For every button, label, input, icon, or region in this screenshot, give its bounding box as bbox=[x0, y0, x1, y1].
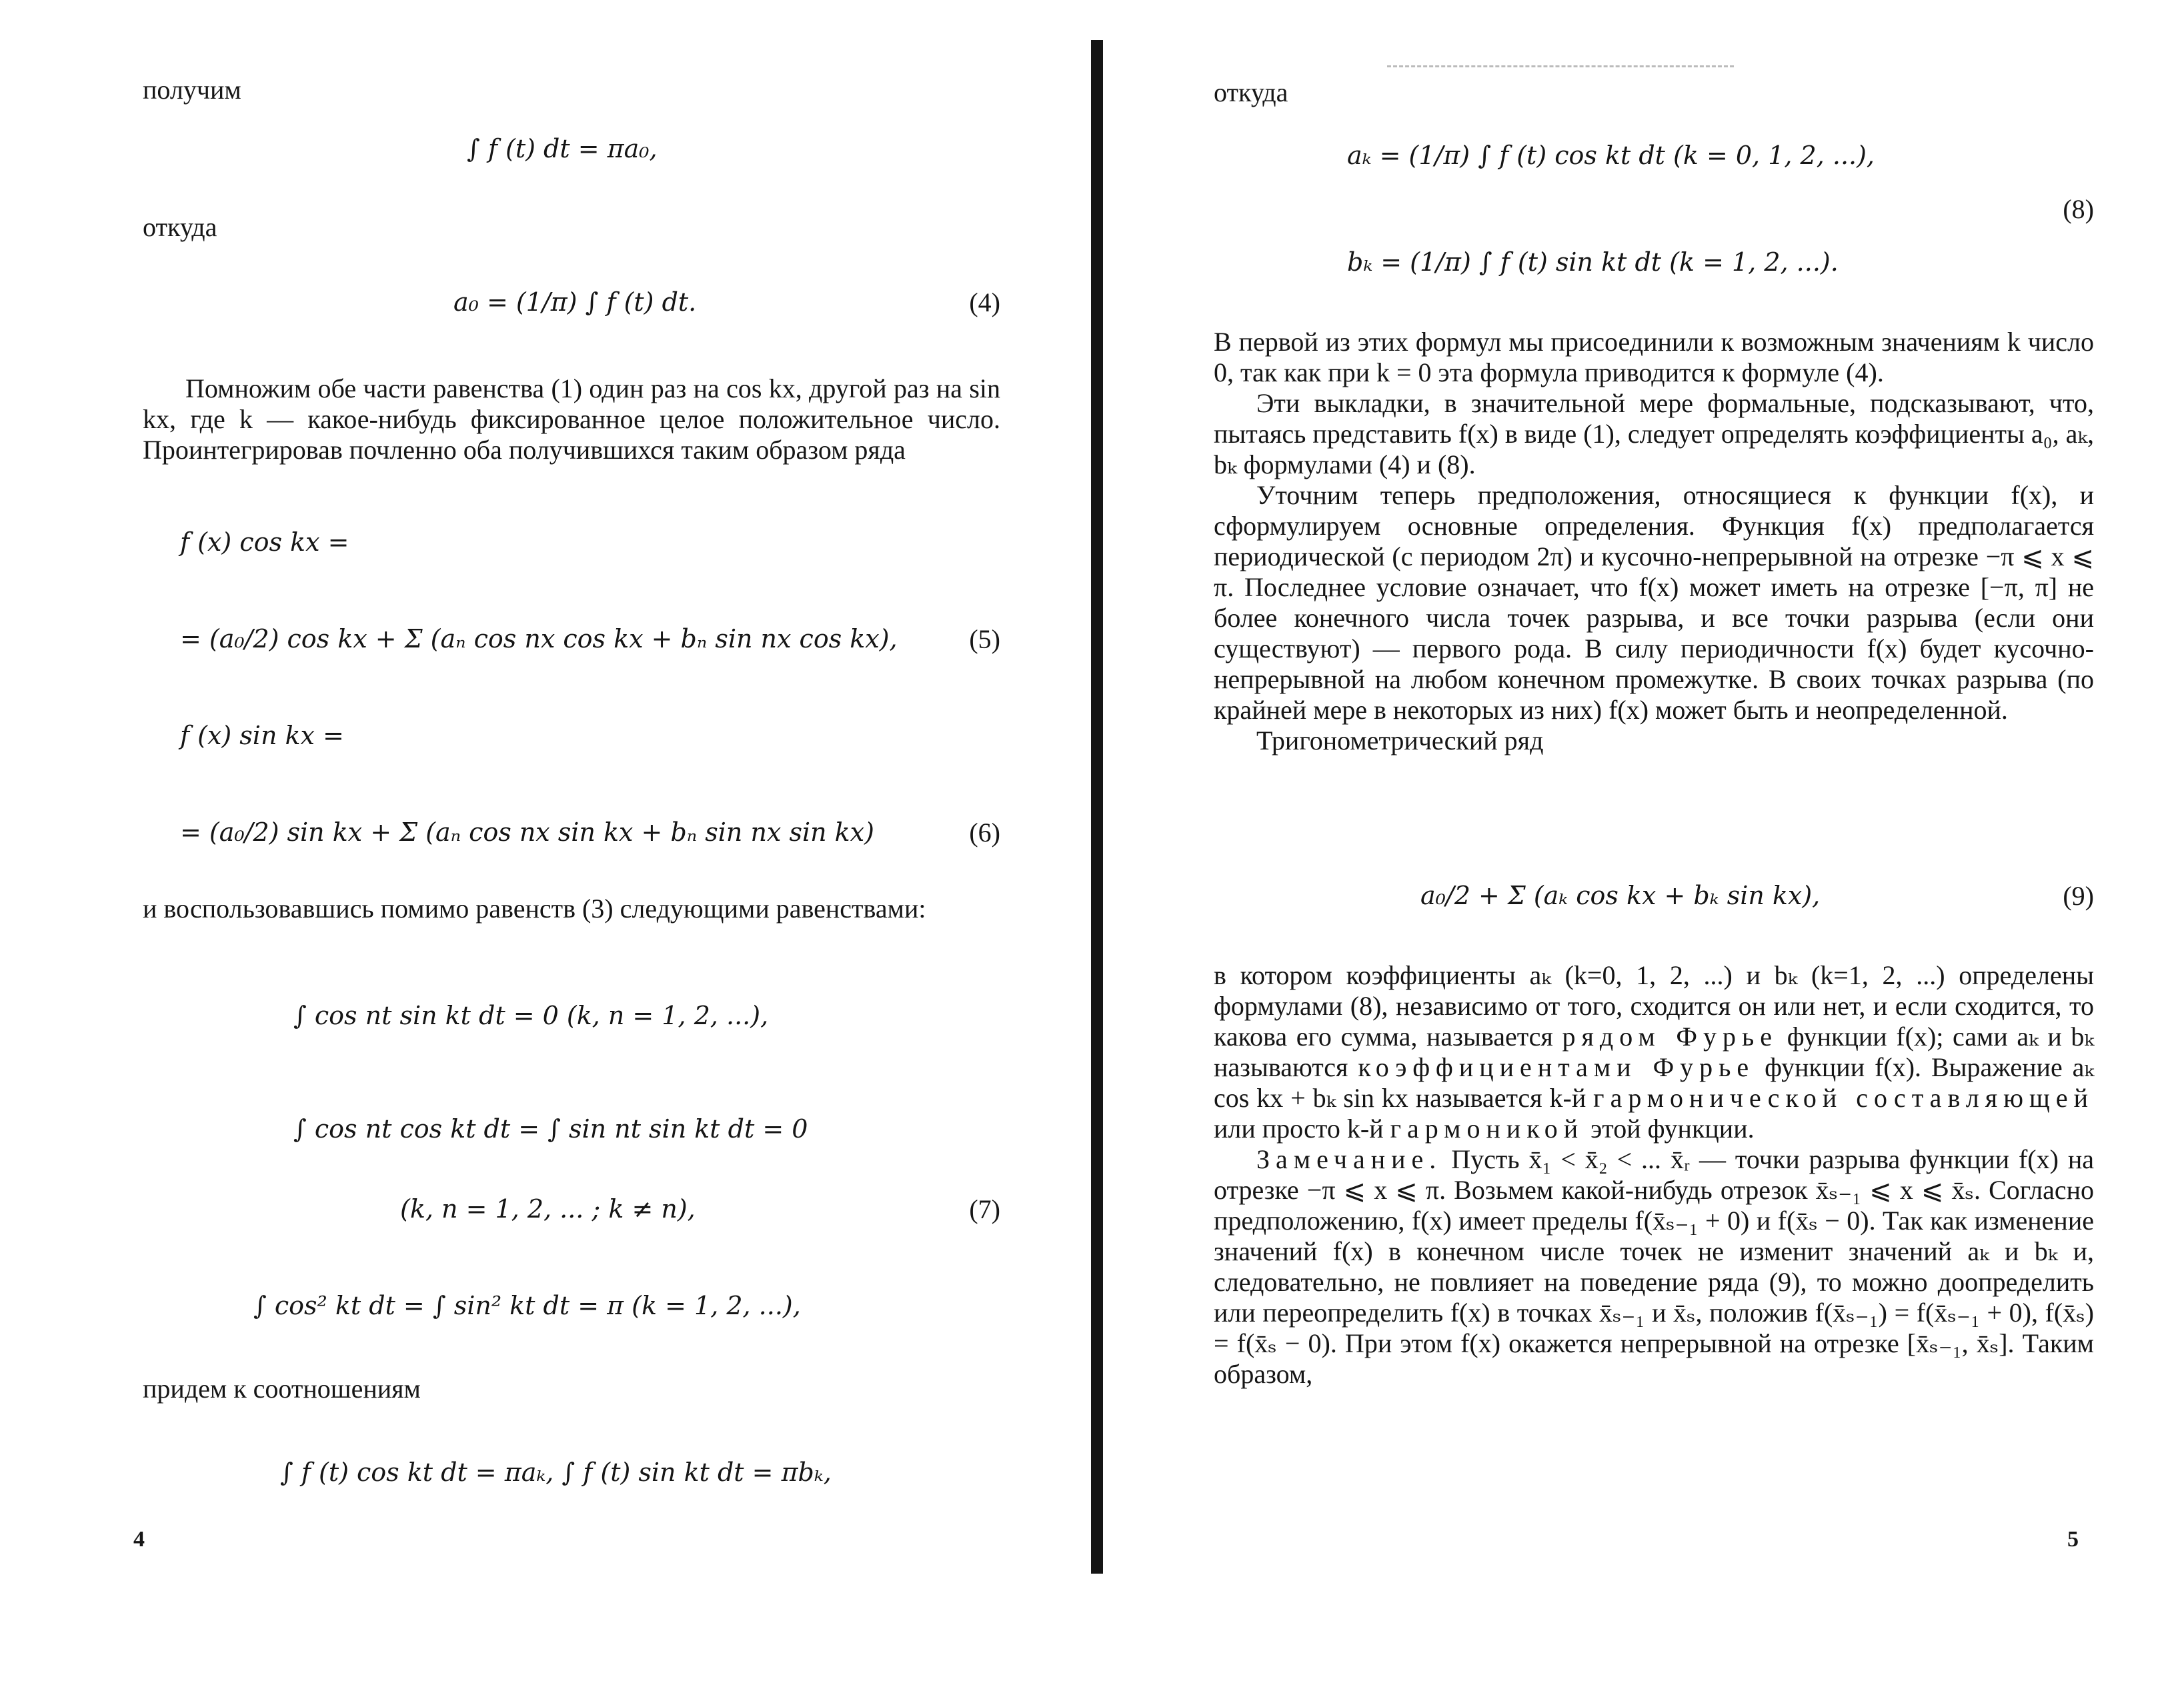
paragraph-trig-series: Тригонометрический ряд bbox=[1256, 725, 1544, 755]
book-gutter bbox=[1091, 40, 1103, 1574]
paragraph-using: и воспользовавшись помимо равенств (3) следующими равенствами: bbox=[143, 894, 926, 924]
definition-part-b: функции f(x); сами aₖ и bₖ называются bbox=[1214, 1022, 2095, 1082]
paragraph-calculations: Эти выкладки, в значительной мере формальные, подсказывают, что, пытаясь представить f(x) в виде (1), следует определять коэффициенты a₀, aₖ, bₖ формулами (4) и (8). bbox=[1214, 388, 2094, 479]
definition-part-c: функции f(x). Выражение aₖ cos kx + bₖ sin kx называется k-й bbox=[1214, 1052, 2095, 1113]
paragraph-arrive: придем к соотношениям bbox=[143, 1374, 421, 1404]
text-otkuda-left: откуда bbox=[143, 212, 217, 242]
right-page bbox=[1107, 0, 2184, 1681]
equation-6-number: (6) bbox=[969, 817, 1000, 848]
equation-8-row bbox=[2041, 193, 2094, 227]
equation-6-lhs: f (x) sin kx = bbox=[180, 721, 344, 750]
equation-a0-pi: ∫ f (t) dt = πa₀, bbox=[467, 134, 658, 163]
equation-8-line2: bₖ = (1/π) ∫ f (t) sin kt dt (k = 1, 2, ...). bbox=[1347, 247, 1839, 277]
equation-9-number: (9) bbox=[2063, 881, 2094, 911]
equation-5-rhs: = (a₀/2) cos kx + Σ (aₙ cos nx cos kx + bₙ sin nx cos kx), bbox=[180, 624, 898, 653]
equation-5-row bbox=[180, 623, 1000, 657]
equation-7-number: (7) bbox=[969, 1194, 1000, 1224]
equation-9: a₀/2 + Σ (aₖ cos kx + bₖ sin kx), bbox=[1420, 881, 1821, 910]
equation-ak-bk: ∫ f (t) cos kt dt = πaₖ, ∫ f (t) sin kt dt = πbₖ, bbox=[280, 1458, 832, 1487]
paragraph-refine: Уточним теперь предположения, относящиеся к функции f(x), и сформулируем основные определения. Функция f(x) предполагается периодической (с периодом 2π) и кусочно-непрерывной на отрезке −π ⩽ x ⩽ π. Последнее условие означает, что f(x) может иметь на отрезке [−π, π] не более конечного числа точек разрыва, и все точки разрыва (если они существуют) — первого рода. В силу периодичности f(x) будет кусочно-непрерывной на любом конечном промежутке. В своих точках разрыва (по крайней мере в некоторых из них) f(x) может быть и неопределенной. bbox=[1214, 480, 2094, 725]
equation-7-line3: (k, n = 1, 2, ... ; k ≠ n), bbox=[400, 1194, 696, 1224]
equation-6-row bbox=[180, 817, 1000, 850]
equation-4-row bbox=[453, 287, 1000, 320]
definition-part-a: в котором коэффициенты aₖ (k=0, 1, 2, ...) и bₖ (k=1, 2, ...) определены формулами (8), независимо от того, сходится он или нет, и если сходится, то какова его сумма, называется bbox=[1214, 960, 2094, 1052]
page-number-right: 5 bbox=[2067, 1527, 2079, 1552]
page-number-left: 4 bbox=[133, 1527, 145, 1552]
equation-6-rhs: = (a₀/2) sin kx + Σ (aₙ cos nx sin kx + bₙ sin nx sin kx) bbox=[180, 817, 874, 847]
equation-4-number: (4) bbox=[969, 287, 1000, 317]
equation-4: a₀ = (1/π) ∫ f (t) dt. bbox=[453, 287, 697, 317]
term-fourier-coefficients: коэффициентами Фурье bbox=[1358, 1052, 1755, 1082]
paragraph-definition bbox=[1214, 960, 2094, 1144]
equation-7-line2: ∫ cos nt cos kt dt = ∫ sin nt sin kt dt = 0 bbox=[293, 1114, 808, 1144]
term-harmonic: гармоникой bbox=[1390, 1114, 1584, 1144]
paragraph-first-formula: В первой из этих формул мы присоединили к возможным значениям k число 0, так как при k = 0 эта формула приводится к формуле (4). bbox=[1214, 327, 2094, 387]
equation-5-lhs: f (x) cos kx = bbox=[180, 527, 349, 557]
equation-7-line1: ∫ cos nt sin kt dt = 0 (k, n = 1, 2, ...), bbox=[293, 1001, 769, 1030]
remark-text: Пусть x̄₁ < x̄₂ < ... x̄ᵣ — точки разрыва функции f(x) на отрезке −π ⩽ x ⩽ π. Возьмем какой-нибудь отрезок x̄ₛ₋₁ ⩽ x ⩽ x̄ₛ. Согласно предположению, f(x) имеет пределы f(x̄ₛ₋₁ + 0) и f(x̄ₛ − 0). Так как изменение значений f(x) в конечном числе точек не изменит значений aₖ и bₖ и, следовательно, не повлияет на поведение ряда (9), то можно доопределить или переопределить f(x) в точках x̄ₛ₋₁ и x̄ₛ, положив f(x̄ₛ₋₁) = f(x̄ₛ₋₁ + 0), f(x̄ₛ) = f(x̄ₛ − 0). При этом f(x) окажется непрерывной на отрезке [x̄ₛ₋₁, x̄ₛ]. Таким образом, bbox=[1214, 1144, 2095, 1389]
left-page bbox=[0, 0, 1067, 1681]
equation-5-number: (5) bbox=[969, 624, 1000, 654]
equation-8-number: (8) bbox=[2063, 194, 2094, 224]
term-fourier-series: рядом Фурье bbox=[1562, 1022, 1779, 1052]
paragraph-multiply: Помножим обе части равенства (1) один раз на cos kx, другой раз на sin kx, где k — какое-нибудь фиксированное целое положительное число. Проинтегрировав почленно оба получившихся таким образом ряда bbox=[143, 373, 1000, 465]
term-harmonic-component: гармонической составляющей bbox=[1593, 1083, 2095, 1113]
text-poluchim: получим bbox=[143, 75, 241, 105]
equation-9-row bbox=[1420, 880, 2094, 914]
definition-part-e: этой функции. bbox=[1590, 1114, 1755, 1144]
paragraph-remark bbox=[1214, 1144, 2094, 1390]
equation-8-line1: aₖ = (1/π) ∫ f (t) cos kt dt (k = 0, 1, 2, ...), bbox=[1347, 141, 1875, 170]
text-otkuda-right: откуда bbox=[1214, 77, 1288, 107]
header-dashes bbox=[1387, 65, 1734, 67]
definition-part-d: или просто k-й bbox=[1214, 1114, 1384, 1144]
term-remark: Замечание. bbox=[1256, 1144, 1442, 1174]
equation-7-line4: ∫ cos² kt dt = ∫ sin² kt dt = π (k = 1, 2, ...), bbox=[253, 1291, 801, 1320]
equation-7-row bbox=[400, 1194, 1000, 1227]
